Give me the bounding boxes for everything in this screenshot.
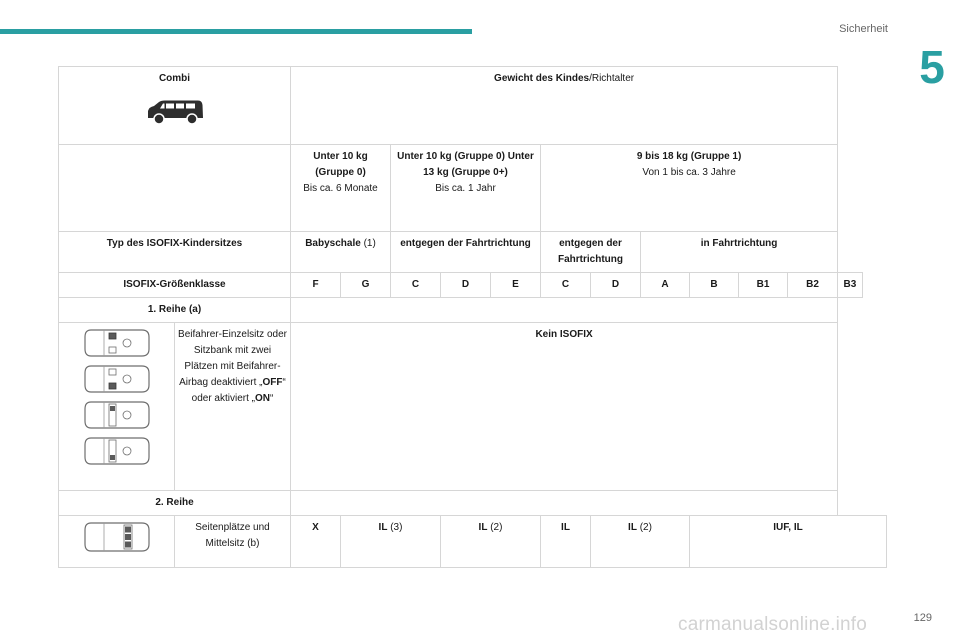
- page-number: 129: [913, 612, 932, 624]
- header-accent-bar: [0, 29, 472, 34]
- row-2-value: IL: [541, 516, 591, 568]
- table-row: [59, 67, 887, 145]
- isofix-table: [58, 66, 887, 568]
- row-2-seat-plan: [59, 516, 175, 568]
- chapter-number: 5: [919, 41, 945, 93]
- row-1-seat-plans: [59, 323, 175, 491]
- table-row: [59, 273, 887, 298]
- row-1-label: 1. Reihe (a): [59, 298, 291, 323]
- seat-plan-front-double-icon: [82, 435, 152, 467]
- table-row: [59, 232, 887, 273]
- size-class-cell: D: [441, 273, 491, 298]
- size-class-cell: B2: [788, 273, 838, 298]
- row-2-value: X: [291, 516, 341, 568]
- size-class-cell: D: [591, 273, 641, 298]
- table-row: [59, 145, 887, 232]
- size-class-cell: C: [391, 273, 441, 298]
- seat-plan-second-row-icon: [82, 520, 152, 554]
- table-row: [59, 323, 887, 491]
- size-class-label: ISOFIX-Größenklasse: [59, 273, 291, 298]
- group-0plus-cell: Unter 10 kg (Gruppe 0) Unter 13 kg (Gruppe 0+) Bis ca. 1 Jahr: [391, 145, 541, 232]
- size-class-cell: B: [690, 273, 739, 298]
- table-row: [59, 516, 887, 568]
- weight-header: Gewicht des Kindes/Richtalter: [291, 67, 838, 145]
- group-0-cell: Unter 10 kg (Gruppe 0) Bis ca. 6 Monate: [291, 145, 391, 232]
- seat-type-cell: in Fahrtrichtung: [641, 232, 838, 273]
- table-row: [59, 491, 887, 516]
- van-side-icon: [145, 99, 205, 125]
- watermark: carmanualsonline.info: [678, 614, 868, 635]
- row-2-label: 2. Reihe: [59, 491, 291, 516]
- section-label: Sicherheit: [839, 23, 888, 35]
- seat-type-cell: Babyschale (1): [291, 232, 391, 273]
- size-class-cell: C: [541, 273, 591, 298]
- size-class-cell: G: [341, 273, 391, 298]
- row-2-value: IL (2): [591, 516, 690, 568]
- row-2-value: IL (2): [441, 516, 541, 568]
- seat-plan-front-bench-icon: [82, 363, 152, 395]
- size-class-cell: B3: [838, 273, 862, 298]
- seat-type-label: Typ des ISOFIX-Kindersitzes: [59, 232, 291, 273]
- seat-plan-front-single-icon: [82, 327, 152, 359]
- row-1-value: Kein ISOFIX: [291, 323, 838, 491]
- row-2-value: IL (3): [341, 516, 441, 568]
- row-2-value: IUF, IL: [690, 516, 887, 568]
- table-row: [59, 298, 887, 323]
- size-class-cell: F: [291, 273, 341, 298]
- seat-type-cell: entgegen der Fahrtrichtung: [391, 232, 541, 273]
- size-class-cell: E: [491, 273, 541, 298]
- size-class-cell: B1: [739, 273, 788, 298]
- size-class-cell: A: [641, 273, 690, 298]
- row-2-seat-description: Seitenplätze und Mittelsitz (b): [175, 516, 291, 568]
- row-1-seat-description: Beifahrer-Einzelsitz oder Sitzbank mit zwei Plätzen mit Beifahrer-Airbag deaktiviert „OFF“ oder aktiviert „ON“: [175, 323, 291, 491]
- seat-plan-front-bench-alt-icon: [82, 399, 152, 431]
- vehicle-cell: [59, 67, 291, 145]
- group-1-cell: 9 bis 18 kg (Gruppe 1) Von 1 bis ca. 3 Jahre: [541, 145, 838, 232]
- seat-type-cell: entgegen der Fahrtrichtung: [541, 232, 641, 273]
- vehicle-name: Combi: [158, 73, 191, 84]
